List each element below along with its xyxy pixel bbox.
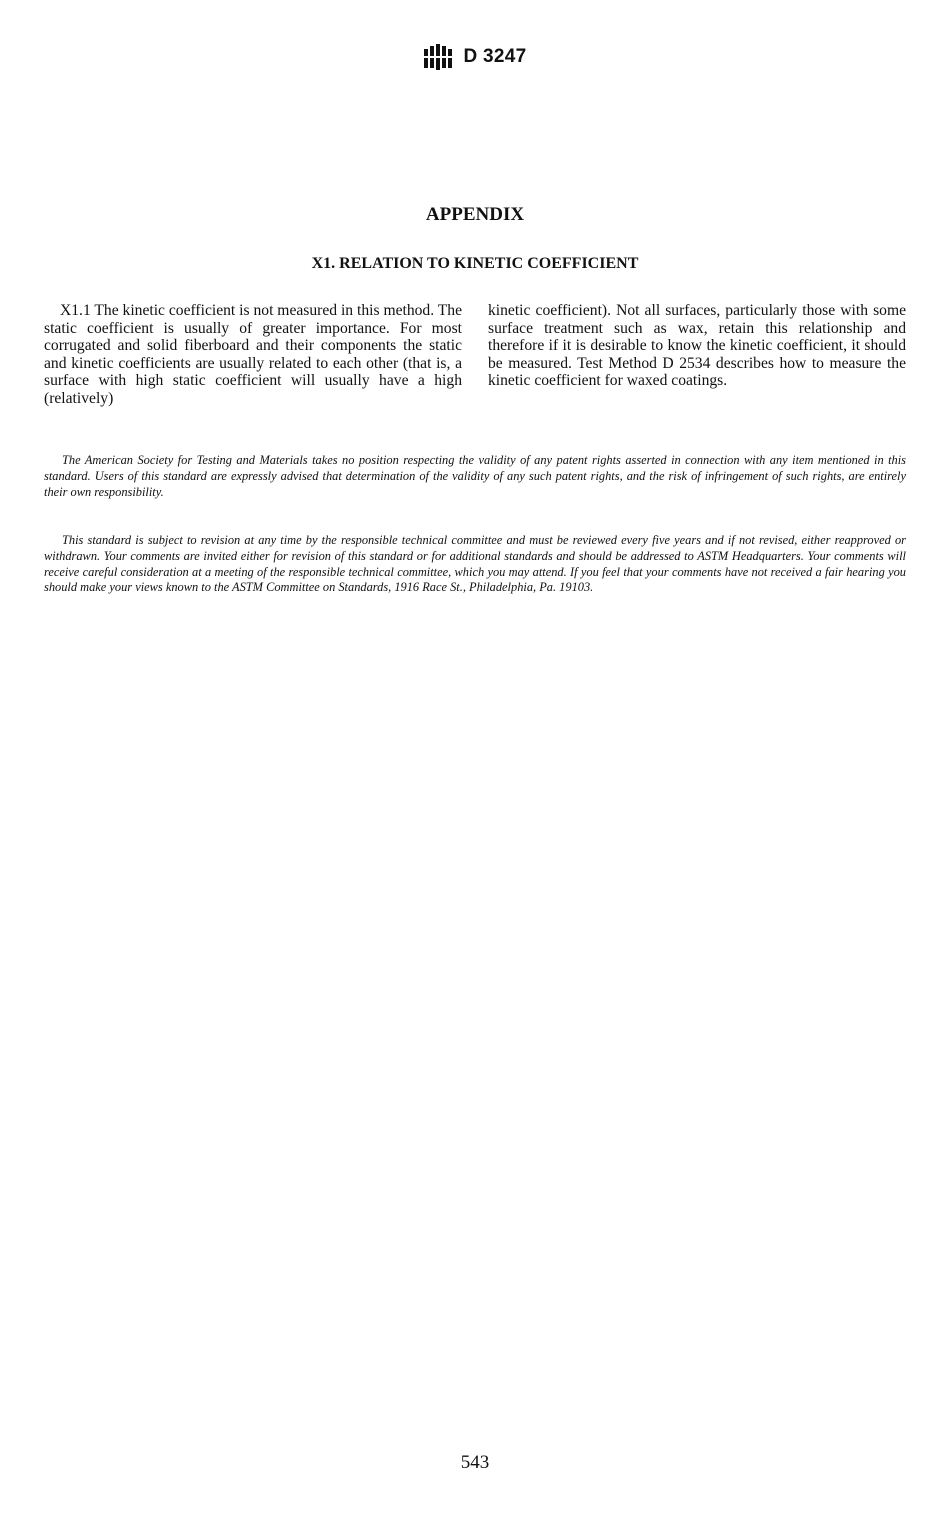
standard-designation: D 3247 [463, 46, 527, 67]
header-inner [423, 44, 526, 70]
page-number: 543 [460, 1452, 490, 1473]
paragraph-x1-1-column-1: X1.1 The kinetic coefficient is not measured in this method. The static coefficient is usually of greater importance. For most corrugated and solid fiberboard and their components the static and kinetic coefficients are usually related to each other (that is, a surface with high static coefficient will usually have a high (relatively) [44, 302, 462, 407]
appendix-title: APPENDIX [425, 204, 525, 225]
section-title: X1. RELATION TO KINETIC COEFFICIENT [311, 255, 639, 272]
appendix-body [44, 302, 906, 407]
patent-notice: The American Society for Testing and Materials takes no position respecting the validity of any patent rights asserted in connection with any item mentioned in this standard. Users of this standard are expressly advised that determination of the validity of any such patent rights, and the risk of infringement of such rights, are entirely their own responsibility. [44, 453, 906, 499]
revision-notice: This standard is subject to revision at any time by the responsible technical committee and must be reviewed every five years and if not revised, either reapproved or withdrawn. Your comments are invited either for revision of this standard or for additional standards and should be addressed to ASTM Headquarters. Your comments will receive careful consideration at a meeting of the responsible technical committee, which you may attend. If you feel that your comments have not received a fair hearing you should make your views known to the ASTM Committee on Standards, 1916 Race St., Philadelphia, Pa. 19103. [44, 533, 906, 595]
page-header [0, 44, 950, 74]
astm-logo-icon [423, 44, 453, 70]
paragraph-x1-1-column-2: kinetic coefficient). Not all surfaces, particularly those with some surface treatment such as wax, retain this relationship and therefore if it is desirable to know the kinetic coefficient, it should be measured. Test Method D 2534 describes how to measure the kinetic coefficient for waxed coatings. [488, 302, 906, 389]
